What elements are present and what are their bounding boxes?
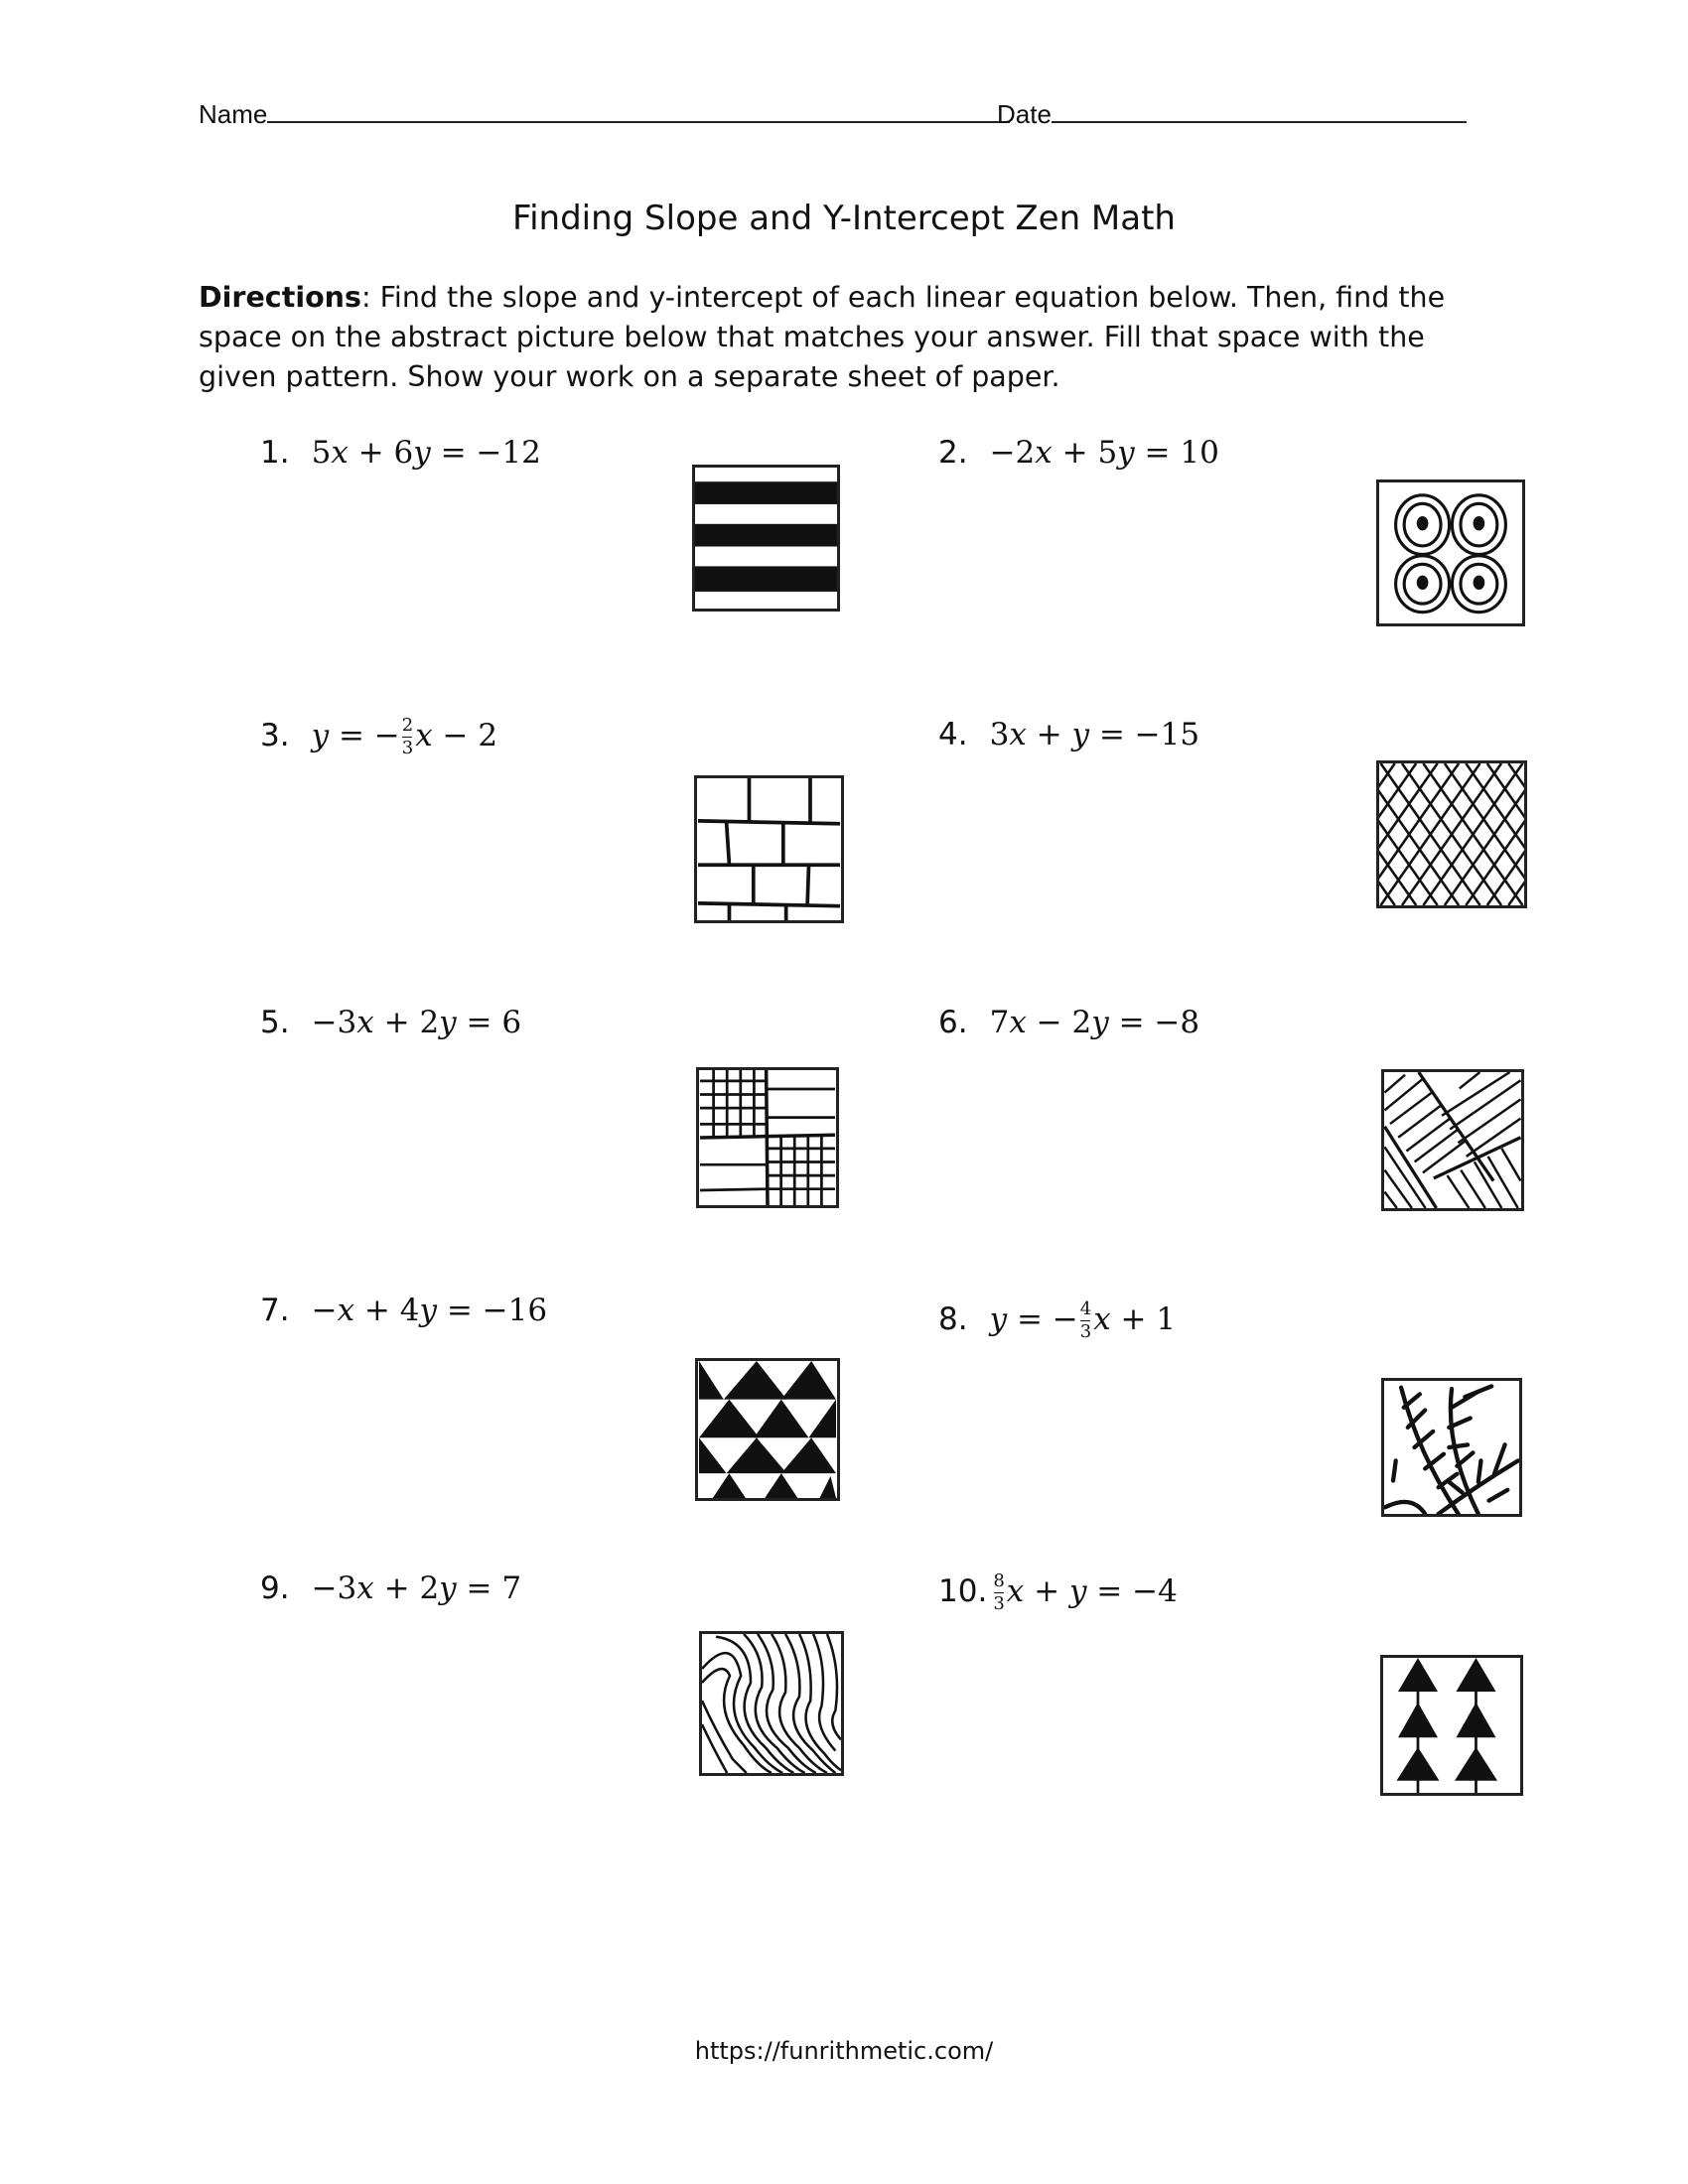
- equation-lhs: y = −: [311, 718, 400, 753]
- pattern-stacked-triangles: [1380, 1655, 1523, 1796]
- fraction: $\frac{4}{3}$: [1079, 1298, 1092, 1342]
- directions: [199, 278, 1489, 397]
- directions-label: Directions: [199, 281, 361, 314]
- pattern-branches: [1381, 1378, 1522, 1517]
- problem-10: 10. $\frac{8}{3}$ x + y = −4: [938, 1570, 1178, 1614]
- name-label: Name: [199, 99, 268, 129]
- name-field[interactable]: [199, 99, 1010, 130]
- problem-9: 9. −3x + 2y = 7: [260, 1570, 522, 1606]
- equation: −3x + 2y = 6: [311, 1005, 522, 1040]
- problem-4: 4. 3x + y = −15: [938, 717, 1200, 752]
- equation: −3x + 2y = 7: [311, 1570, 522, 1606]
- equation: 7x − 2y = −8: [989, 1005, 1200, 1040]
- page-title: Finding Slope and Y-Intercept Zen Math: [512, 199, 1176, 238]
- equation: −2x + 5y = 10: [989, 435, 1219, 471]
- fraction: $\frac{8}{3}$: [993, 1570, 1005, 1614]
- equation: −x + 4y = −16: [311, 1293, 548, 1328]
- problem-5: 5. −3x + 2y = 6: [260, 1005, 522, 1040]
- equation-rhs: x − 2: [415, 718, 498, 753]
- problem-8: 8. y = − $\frac{4}{3}$ x + 1: [938, 1298, 1177, 1342]
- fraction: $\frac{2}{3}$: [401, 715, 414, 758]
- problem-6: 6. 7x − 2y = −8: [938, 1005, 1200, 1040]
- pattern-concentric-circles: [1376, 479, 1525, 626]
- pattern-thick-horizontal-stripes: [692, 465, 840, 612]
- equation: 3x + y = −15: [989, 717, 1200, 752]
- problem-1: 1. 5x + 6y = −12: [260, 435, 541, 471]
- pattern-grid-and-lines-quadrants: [696, 1067, 839, 1208]
- directions-text: : Find the slope and y-intercept of each linear equation below. Then, find the space on the abstract picture below that matches your answer. Fill that space with the given pattern. Show your work on a separate sheet of paper.: [199, 281, 1446, 393]
- pattern-diagonal-crosshatch: [1376, 760, 1527, 908]
- pattern-black-triangles: [695, 1358, 840, 1501]
- problem-3: 3. y = − $\frac{2}{3}$ x − 2: [260, 715, 498, 758]
- equation: 5x + 6y = −12: [311, 435, 541, 471]
- date-field[interactable]: [997, 99, 1467, 130]
- name-blank-line[interactable]: [267, 99, 1010, 123]
- equation-rhs: x + y = −4: [1006, 1573, 1178, 1609]
- date-label: Date: [997, 99, 1052, 129]
- equation-rhs: x + 1: [1093, 1301, 1177, 1337]
- pattern-diagonal-line-blocks: [1381, 1069, 1524, 1211]
- equation-lhs: y = −: [989, 1301, 1078, 1337]
- footer-url: https://funrithmetic.com/: [694, 2037, 994, 2065]
- pattern-wavy-lines: [699, 1631, 844, 1776]
- date-blank-line[interactable]: [1052, 99, 1467, 123]
- problem-7: 7. −x + 4y = −16: [260, 1293, 548, 1328]
- problem-2: 2. −2x + 5y = 10: [938, 435, 1219, 471]
- pattern-brick-wall: [694, 775, 844, 923]
